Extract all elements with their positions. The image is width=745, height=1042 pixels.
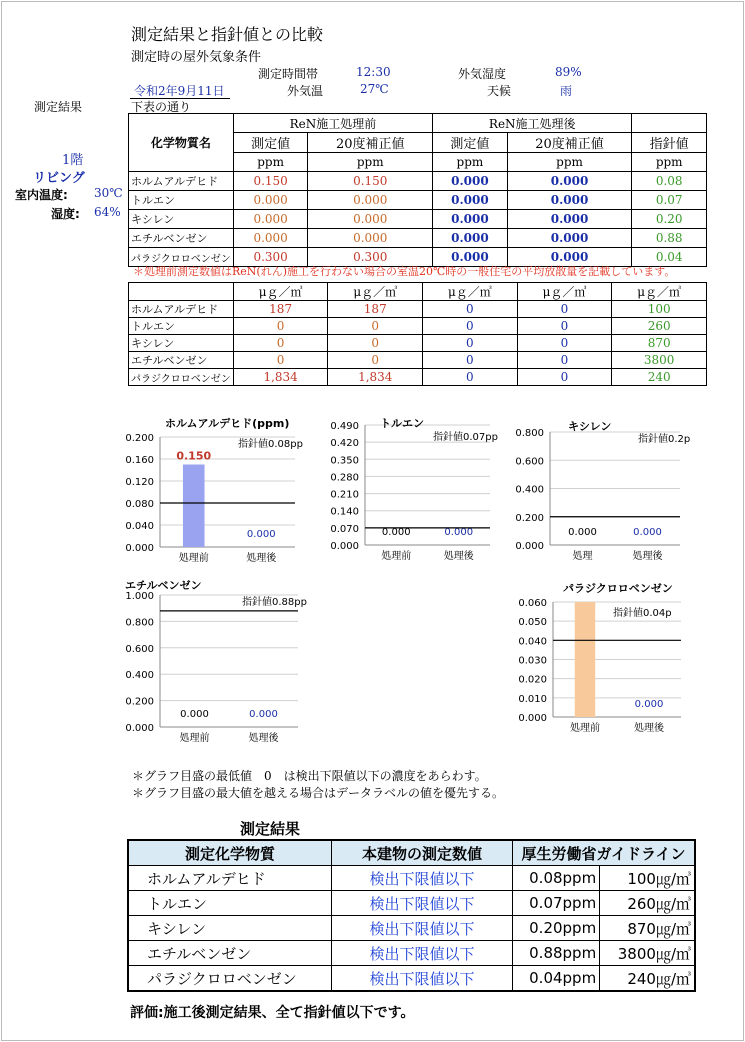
blank-header (129, 283, 234, 301)
row-before-measured: 0 (233, 318, 328, 335)
bar (575, 602, 595, 717)
summary-col-guideline: 厚生労働省ガイドライン (513, 840, 696, 866)
row-before-corrected: 1,834 (328, 369, 423, 386)
unit-cell: ppm (233, 153, 308, 172)
y-tick-label: 0.120 (125, 477, 154, 488)
row-before-measured: 0.300 (233, 248, 308, 267)
row-after-measured: 0.000 (433, 172, 508, 191)
bar (183, 465, 205, 548)
guideline-label: 指針値0.88pp (242, 597, 307, 608)
result-label: 測定結果 (34, 100, 83, 114)
chart-title: キシレン (568, 420, 612, 433)
table-row (129, 369, 707, 386)
chart-formaldehyde (120, 415, 320, 569)
row-after-corrected: 0.000 (507, 191, 632, 210)
data-label: 0.000 (633, 527, 662, 538)
data-label: 0.000 (249, 709, 278, 720)
row-name: エチルベンゼン (129, 352, 234, 369)
room-temp-label: 室内温度: (15, 188, 68, 202)
summary-name: パラジクロロベンゼン (128, 966, 332, 992)
row-before-measured: 0 (233, 352, 328, 369)
y-tick-label: 0.030 (518, 655, 547, 667)
row-before-measured: 0.000 (233, 191, 308, 210)
summary-name: トルエン (128, 891, 332, 916)
y-tick-label: 0.160 (125, 455, 154, 466)
data-label: 0.000 (381, 527, 411, 538)
y-tick-label: 0.040 (518, 636, 547, 648)
y-tick-label: 0.400 (515, 484, 544, 496)
table-row (129, 210, 707, 229)
humidity-value: 89% (555, 65, 582, 79)
row-name: トルエン (129, 318, 234, 335)
ug-table (128, 282, 707, 386)
row-before-measured: 187 (233, 301, 328, 318)
summary-value: 検出下限値以下 (332, 866, 513, 891)
table-row (128, 916, 695, 941)
chart-title: エチルベンゼン (125, 579, 202, 592)
guideline-label: 指針値0.07pp (433, 432, 498, 443)
row-after-corrected: 0.000 (507, 210, 632, 229)
row-name: パラジクロロベンゼン (129, 369, 234, 386)
summary-ppm: 0.07ppm (513, 891, 600, 916)
col-name-header: 化学物質名 (129, 114, 234, 172)
summary-col-substance: 測定化学物質 (128, 840, 332, 866)
row-before-measured: 0 (233, 335, 328, 352)
table-row (129, 229, 707, 248)
row-name: キシレン (129, 210, 234, 229)
guideline-spacer (632, 114, 707, 133)
evaluation: 評価:施工後測定結果、全て指針値以下です。 (130, 1005, 415, 1021)
ppm-table (128, 113, 707, 267)
row-guideline: 3800 (612, 352, 707, 369)
table-note: ＊処理前測定数値はReN(れん)施工を行わない場合の室温20℃時の一般住宅の平均放散量を記載しています。 (133, 265, 676, 278)
y-tick-label: 0.420 (330, 438, 359, 450)
y-tick-label: 0.040 (125, 521, 154, 532)
x-tick-label: 処理後 (248, 733, 279, 744)
y-tick-label: 1.000 (125, 591, 154, 602)
temp-value: 27℃ (360, 82, 389, 96)
col-after-measured: 測定値 (433, 133, 508, 153)
table-row (129, 352, 707, 369)
row-after-measured: 0 (423, 318, 518, 335)
row-guideline: 0.04 (632, 248, 707, 267)
y-tick-label: 0.800 (515, 428, 544, 439)
x-tick-label: 処理後 (246, 553, 277, 564)
table-row (129, 318, 707, 335)
time-label: 測定時間帯 (258, 67, 319, 81)
summary-ug: 3800㎍/㎥ (600, 941, 695, 966)
row-before-corrected: 0.300 (308, 248, 433, 267)
y-tick-label: 0.000 (125, 543, 154, 554)
y-tick-label: 0.000 (125, 723, 154, 734)
table-row (128, 891, 695, 916)
x-tick-label: 処理前 (381, 551, 412, 562)
y-tick-label: 0.200 (125, 433, 154, 444)
y-tick-label: 0.280 (330, 472, 359, 484)
result-note: 下表の通り (131, 100, 192, 114)
data-label: 0.000 (246, 529, 276, 540)
x-tick-label: 処理前 (570, 723, 600, 734)
page-title: 測定結果と指針値との比較 (131, 25, 324, 44)
row-guideline: 240 (612, 369, 707, 386)
room-humidity-label: 湿度: (51, 207, 80, 221)
row-before-corrected: 0.000 (308, 229, 433, 248)
summary-ppm: 0.88ppm (513, 941, 600, 966)
table-row (128, 941, 695, 966)
temp-label: 外気温 (287, 84, 324, 98)
row-guideline: 0.20 (632, 210, 707, 229)
unit-cell: μｇ／㎥ (517, 283, 612, 301)
summary-name: キシレン (128, 916, 332, 941)
summary-ppm: 0.04ppm (513, 966, 600, 992)
y-tick-label: 0.350 (330, 455, 359, 467)
y-tick-label: 0.050 (518, 617, 547, 629)
data-label: 0.000 (180, 709, 209, 720)
unit-cell: ppm (507, 153, 632, 172)
data-label: 0.150 (176, 449, 212, 463)
summary-title: 測定結果 (240, 820, 301, 838)
chart-note-1: ＊グラフ目盛の最低値 0 は検出下限値以下の濃度をあらわす。 (132, 769, 487, 783)
col-before-measured: 測定値 (233, 133, 308, 153)
row-after-measured: 0 (423, 335, 518, 352)
summary-name: エチルベンゼン (128, 941, 332, 966)
row-before-corrected: 187 (328, 301, 423, 318)
y-tick-label: 0.210 (330, 489, 359, 501)
row-before-corrected: 0 (328, 352, 423, 369)
x-tick-label: 処理後 (634, 723, 664, 734)
y-tick-label: 0.060 (518, 598, 547, 609)
row-guideline: 0.08 (632, 172, 707, 191)
row-before-corrected: 0 (328, 318, 423, 335)
table-row (129, 335, 707, 352)
row-after-corrected: 0 (517, 369, 612, 386)
unit-cell: μｇ／㎥ (328, 283, 423, 301)
row-before-measured: 0.150 (233, 172, 308, 191)
summary-ug: 240㎍/㎥ (600, 966, 695, 992)
y-tick-label: 0.000 (518, 713, 547, 724)
row-before-measured: 1,834 (233, 369, 328, 386)
y-tick-label: 0.080 (125, 499, 154, 510)
y-tick-label: 0.000 (330, 541, 359, 552)
x-tick-label: 処理後 (632, 551, 663, 562)
chart-title: パラジクロロベンゼン (563, 582, 673, 595)
table-row (129, 172, 707, 191)
unit-cell: μｇ／㎥ (233, 283, 328, 301)
chart-title: ホルムアルデヒド(ppm) (165, 417, 290, 430)
chart-paradichlorobenzene (513, 582, 703, 751)
unit-cell: μｇ／㎥ (423, 283, 518, 301)
row-after-corrected: 0 (517, 352, 612, 369)
y-tick-label: 0.800 (125, 617, 154, 629)
row-guideline: 870 (612, 335, 707, 352)
row-guideline: 0.88 (632, 229, 707, 248)
y-tick-label: 0.010 (518, 693, 547, 705)
room-temp-value: 30℃ (94, 186, 123, 200)
summary-value: 検出下限値以下 (332, 916, 513, 941)
group-before-header: ReN施工処理前 (233, 114, 432, 133)
humidity-label: 外気湿度 (458, 67, 507, 81)
table-row (128, 866, 695, 891)
unit-cell: μｇ／㎥ (612, 283, 707, 301)
x-tick-label: 処理前 (178, 553, 209, 564)
data-label: 0.000 (444, 527, 474, 538)
room-floor: 1階 (62, 153, 84, 168)
row-after-corrected: 0 (517, 301, 612, 318)
row-after-measured: 0 (423, 301, 518, 318)
row-guideline: 0.07 (632, 191, 707, 210)
summary-value: 検出下限値以下 (332, 891, 513, 916)
guideline-label: 指針値0.08pp (238, 439, 303, 450)
chart-ethylbenzene (120, 577, 320, 751)
data-label: 0.000 (568, 527, 597, 538)
table-row (129, 301, 707, 318)
chart-note-2: ＊グラフ目盛の最大値を越える場合はデータラベルの値を優先する。 (132, 786, 505, 800)
chart-toluene (325, 415, 505, 569)
row-after-measured: 0 (423, 369, 518, 386)
y-tick-label: 0.200 (515, 512, 544, 524)
summary-ug: 100㎍/㎥ (600, 866, 695, 891)
group-after-header: ReN施工処理後 (433, 114, 632, 133)
summary-value: 検出下限値以下 (332, 966, 513, 992)
unit-cell: ppm (433, 153, 508, 172)
row-after-measured: 0.000 (433, 191, 508, 210)
row-guideline: 100 (612, 301, 707, 318)
y-tick-label: 0.200 (125, 696, 154, 708)
row-name: エチルベンゼン (129, 229, 234, 248)
row-before-measured: 0.000 (233, 229, 308, 248)
row-after-corrected: 0.000 (507, 172, 632, 191)
row-before-corrected: 0 (328, 335, 423, 352)
y-tick-label: 0.600 (515, 456, 544, 468)
chart-xylene (510, 420, 700, 569)
y-tick-label: 0.140 (330, 506, 359, 518)
col-after-corrected: 20度補正値 (507, 133, 632, 153)
measure-date: 令和2年9月11日 (134, 84, 225, 98)
y-tick-label: 0.000 (515, 541, 544, 552)
row-name: キシレン (129, 335, 234, 352)
weather-label: 天候 (487, 84, 512, 98)
x-tick-label: 処理後 (443, 551, 474, 562)
y-tick-label: 0.490 (330, 421, 359, 432)
weather-subtitle: 測定時の屋外気象条件 (131, 50, 262, 65)
row-after-corrected: 0 (517, 335, 612, 352)
summary-ppm: 0.08ppm (513, 866, 600, 891)
y-tick-label: 0.600 (125, 643, 154, 655)
row-after-measured: 0.000 (433, 229, 508, 248)
summary-ppm: 0.20ppm (513, 916, 600, 941)
summary-col-value: 本建物の測定数値 (332, 840, 513, 866)
summary-table (127, 839, 696, 992)
row-guideline: 260 (612, 318, 707, 335)
unit-cell: ppm (632, 153, 707, 172)
weather-value: 雨 (560, 84, 573, 98)
summary-ug: 870㎍/㎥ (600, 916, 695, 941)
y-tick-label: 0.070 (330, 523, 359, 535)
x-tick-label: 処理 (572, 551, 593, 562)
row-after-measured: 0.000 (433, 248, 508, 267)
data-label: 0.000 (634, 699, 664, 710)
summary-name: ホルムアルデヒド (128, 866, 332, 891)
unit-cell: ppm (308, 153, 433, 172)
col-before-corrected: 20度補正値 (308, 133, 433, 153)
row-before-measured: 0.000 (233, 210, 308, 229)
row-after-measured: 0 (423, 352, 518, 369)
room-name: リビング (33, 171, 85, 186)
col-guideline: 指針値 (632, 133, 707, 153)
row-before-corrected: 0.150 (308, 172, 433, 191)
y-tick-label: 0.020 (518, 674, 547, 686)
row-after-corrected: 0 (517, 318, 612, 335)
x-tick-label: 処理前 (179, 733, 210, 744)
row-name: ホルムアルデヒド (129, 172, 234, 191)
row-name: トルエン (129, 191, 234, 210)
row-after-corrected: 0.000 (507, 229, 632, 248)
y-tick-label: 0.400 (125, 670, 154, 682)
table-row (128, 966, 695, 992)
summary-value: 検出下限値以下 (332, 941, 513, 966)
row-after-corrected: 0.000 (507, 248, 632, 267)
row-name: パラジクロロベンゼン (129, 248, 234, 267)
chart-title: トルエン (380, 417, 424, 430)
room-humidity-value: 64% (94, 205, 121, 219)
row-before-corrected: 0.000 (308, 191, 433, 210)
guideline-label: 指針値0.04p (613, 608, 672, 619)
row-before-corrected: 0.000 (308, 210, 433, 229)
row-after-measured: 0.000 (433, 210, 508, 229)
table-row (129, 191, 707, 210)
guideline-label: 指針値0.2p (638, 434, 691, 445)
summary-ug: 260㎍/㎥ (600, 891, 695, 916)
row-name: ホルムアルデヒド (129, 301, 234, 318)
time-value: 12:30 (356, 65, 391, 79)
